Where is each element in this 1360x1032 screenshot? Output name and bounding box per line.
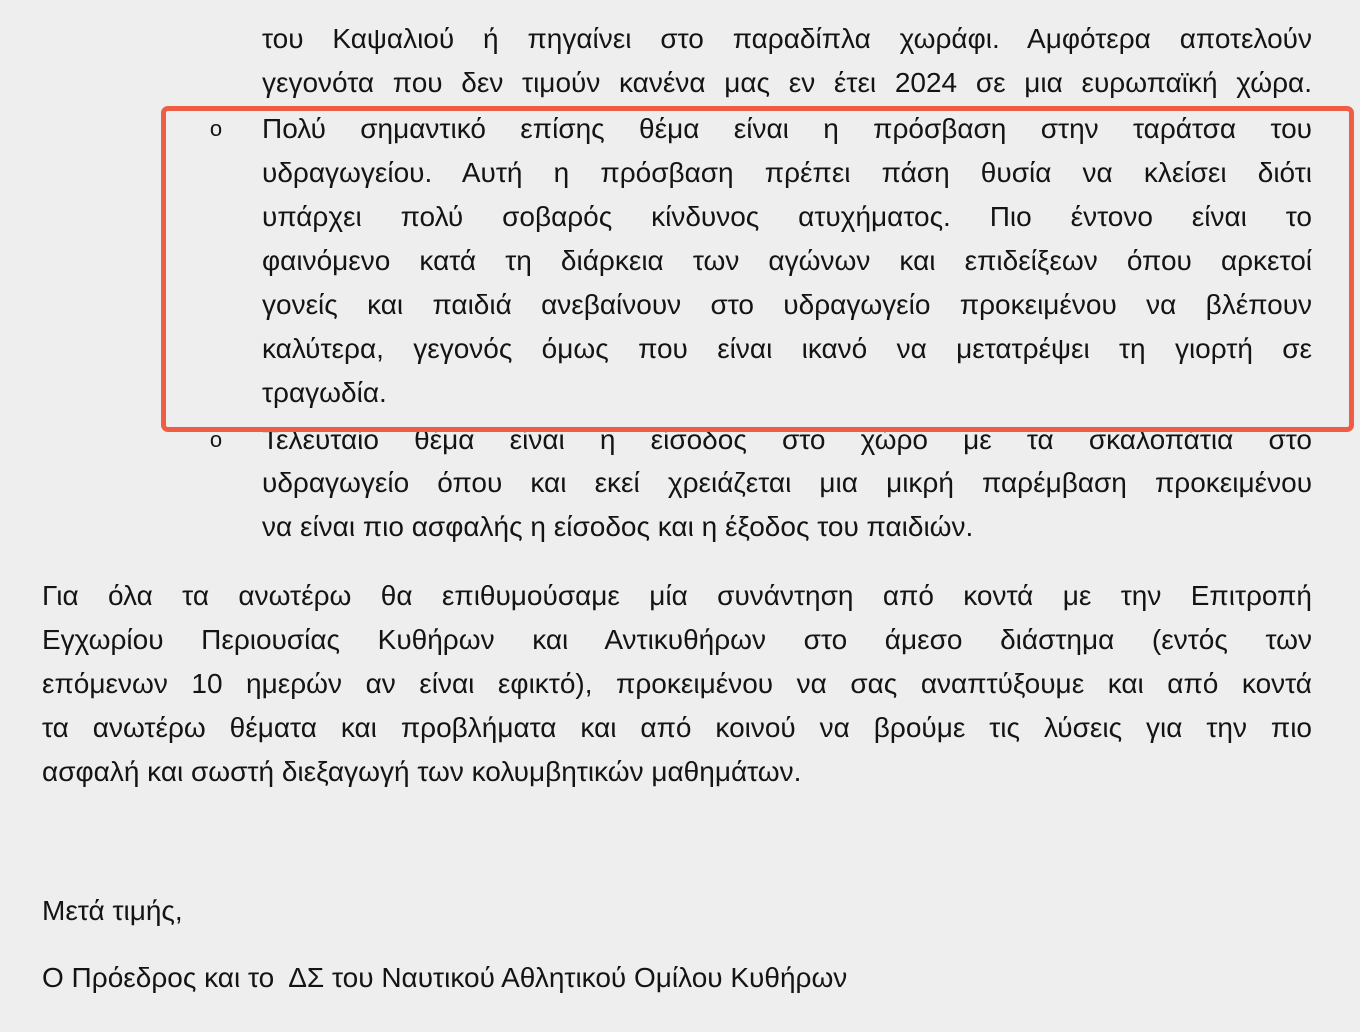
paragraph-line-1: Για όλα τα ανωτέρω θα επιθυμούσαμε μία συνάντηση από κοντά με την Επιτροπή (42, 580, 1312, 611)
bullet-2-line-3: να είναι πιο ασφαλής η είσοδος και η έξοδος του παιδιών. (262, 511, 974, 542)
intro-line-2: γεγονότα που δεν τιμούν κανένα μας εν έτει 2024 σε μια ευρωπαϊκή χώρα. (262, 67, 1312, 98)
bullet-1-line-6: καλύτερα, γεγονός όμως που είναι ικανό να μετατρέψει τη γιορτή σε (262, 333, 1312, 364)
intro-line-1: του Καψαλιού ή πηγαίνει στο παραδίπλα χωράφι. Αμφότερα αποτελούν (262, 23, 1312, 54)
signature-text: Ο Πρόεδρος και το ΔΣ του Ναυτικού Αθλητικού Ομίλου Κυθήρων (42, 962, 848, 993)
bullet-marker-1: o (209, 116, 223, 141)
bullet-marker-2: o (209, 427, 223, 452)
bullet-1-line-7: τραγωδία. (262, 377, 387, 408)
bullet-2-line-1: Τελευταίο θέμα είναι η είσοδος στο χώρο με τα σκαλοπάτια στο (262, 424, 1312, 455)
bullet-1-line-3: υπάρχει πολύ σοβαρός κίνδυνος ατυχήματος. Πιο έντονο είναι το (262, 201, 1312, 232)
paragraph-line-5: ασφαλή και σωστή διεξαγωγή των κολυμβητικών μαθημάτων. (42, 756, 802, 787)
closing-text: Μετά τιμής, (42, 895, 183, 926)
paragraph-line-2: Εγχωρίου Περιουσίας Κυθήρων και Αντικυθήρων στο άμεσο διάστημα (εντός των (42, 624, 1312, 655)
bullet-1-line-1: Πολύ σημαντικό επίσης θέμα είναι η πρόσβαση στην ταράτσα του (262, 113, 1312, 144)
paragraph-line-3: επόμενων 10 ημερών αν είναι εφικτό), προκειμένου να σας αναπτύξουμε και από κοντά (42, 668, 1312, 699)
paragraph-line-4: τα ανωτέρω θέματα και προβλήματα και από κοινού να βρούμε τις λύσεις για την πιο (42, 712, 1312, 743)
bullet-1-line-5: γονείς και παιδιά ανεβαίνουν στο υδραγωγείο προκειμένου να βλέπουν (262, 289, 1312, 320)
bullet-2-line-2: υδραγωγείο όπου και εκεί χρειάζεται μια μικρή παρέμβαση προκειμένου (262, 467, 1312, 498)
bullet-1-line-4: φαινόμενο κατά τη διάρκεια των αγώνων και επιδείξεων όπου αρκετοί (262, 245, 1312, 276)
bullet-1-line-2: υδραγωγείου. Αυτή η πρόσβαση πρέπει πάση θυσία να κλείσει διότι (262, 157, 1312, 188)
